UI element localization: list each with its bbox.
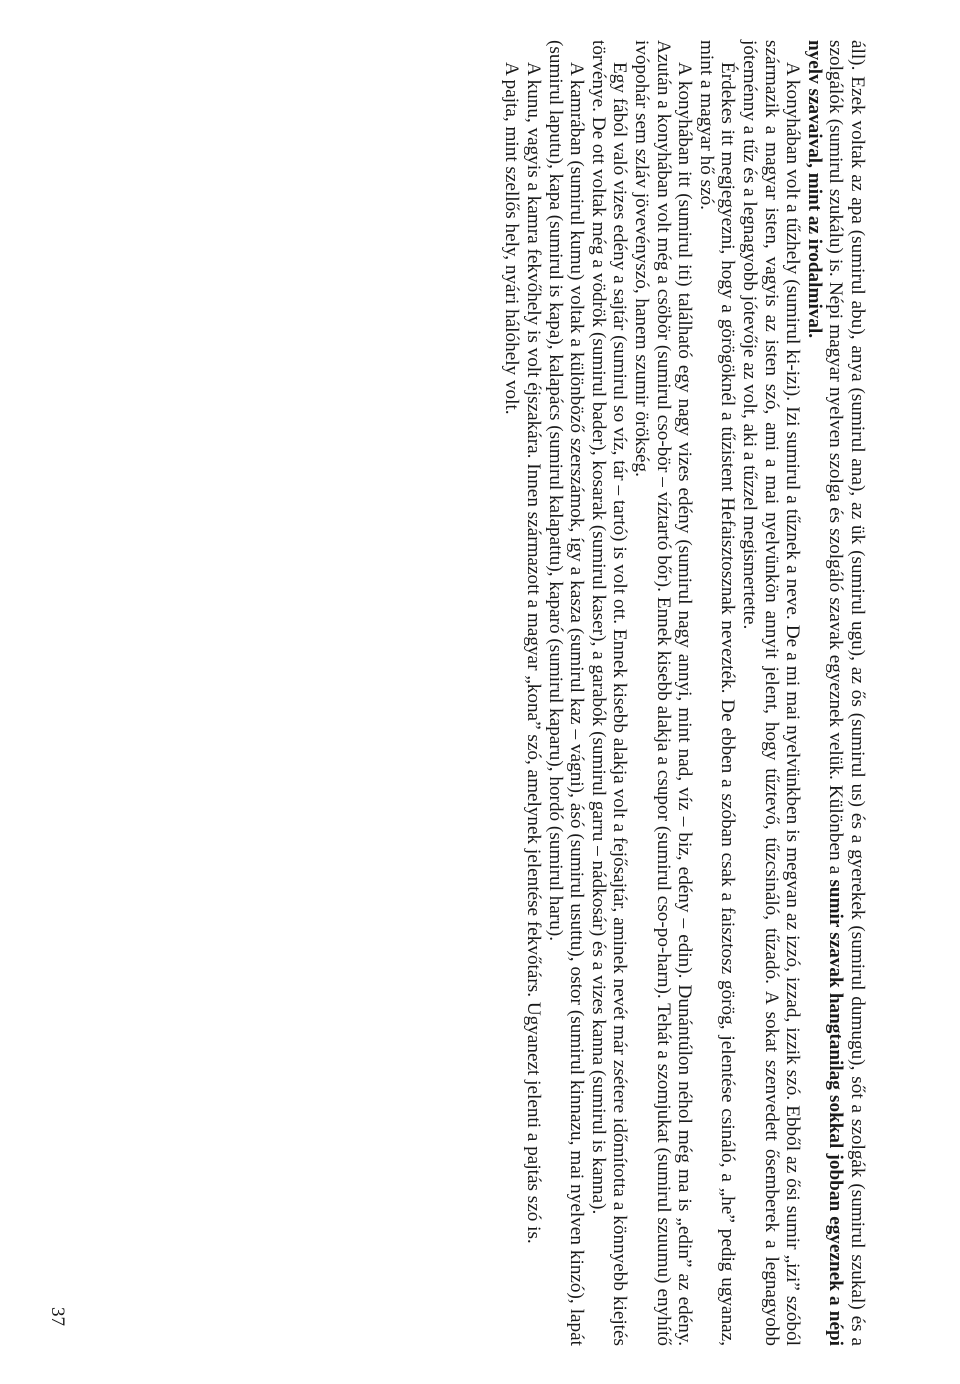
paragraph: áll). Ezek voltak az apa (sumirul abu), anya (sumirul ana), az ük (sumirul ugu), az ős (sumirul us) és a gyerekek (sumirul dumugu), sőt a szolgák (sumirul szukal) és a szolgálók (sumirul szukálu) is. Népi magyar nyelven szolga és szolgáló szavak egyeznek velük. Különben a sumir szavak hangtanilag sokkal jobban egyeznek a népi nyelv szavaival, mint az irodalmival. bbox=[803, 40, 868, 1346]
paragraph: A kunu, vagyis a kamra fekvőhely is volt éjszakára. Innen származott a magyar „kona” szó, amelynek jelentése fekvőtárs. Ugyanezt jelenti a pajtás szó is. bbox=[523, 62, 545, 1244]
paragraph: A konyhában itt (sumirul iti) található egy nagy vizes edény (sumirul nagy annyi, mint nad, víz – biz, edény – edin). Dunántúlon néhol még ma is „edin” az edény. Azután a konyhában volt még a csöbör (sumirul cso-bör – víztartó bőr). Ennek kisebb alakja a csupor (sumirul cso-po-harn). Tehát a szomjukat (sumirul szuumu) enyhítő ivópohár sem szláv jövevényszó, hanem szumir örökség. bbox=[631, 40, 696, 1346]
page-38 bbox=[448, 40, 868, 1346]
paragraph: Egy fából való vizes edény a sajtár (sumirul so víz, tár – tartó) is volt ott. Ennek kisebb alakja volt a fejősajtár, aminek nevét már zsétere időmította a könnyebb kiejtés törvénye. De ott voltak még a vödrök (sumirul bader), kosarak (sumirul kaser), a garabók (sumirul garru – nádkosár) és a vizes kanna (sumirul is kanna). bbox=[587, 40, 631, 1346]
page-number: 37 bbox=[47, 1307, 68, 1326]
paragraph: A kamrában (sumirul kumu) voltak a különböző szerszámok, így a kasza (sumirul kaz – vágni), ásó (sumirul usuttu), ostor (sumirul kinnazu, mai nyelven kinzó), lapát (sumirul laputu), kapa (sumirul is kapa), kalapács (sumirul kalapattu), kaparó (sumirul kaparu), hordó (sumirul haru). bbox=[544, 40, 588, 1346]
paragraph: A konyhában volt a tűzhely (sumirul ki-izi). Izi sumirul a tűznek a neve. De a mi mai nyelvünkben is megvan az izzó, izzad, izzik szó. Ebből az ősi sumir „izi” szóból származik a magyar isten, vagyis az isten szó, ami a mai nyelvünkön annyit jelent, hogy tűztevő, tűzcsináló, tűzadó. A sokat szenvedett ősemberek a legnagyobb jóteménny a tűz és a legnagyobb jótevője az volt, aki a tűzzel megismertette. bbox=[739, 40, 804, 1346]
paragraph: A pajta, mint szellős hely, nyári hálóhely volt. bbox=[501, 62, 523, 415]
paragraph: Érdekes itt megjegyezni, hogy a görögöknél a tűzistent Hefaisztosznak nevezték. De ebben a szóban csak a faisztosz görög, jelentése csináló, a „he” pedig ugyanaz, mint a magyar hő szó. bbox=[695, 40, 739, 1346]
